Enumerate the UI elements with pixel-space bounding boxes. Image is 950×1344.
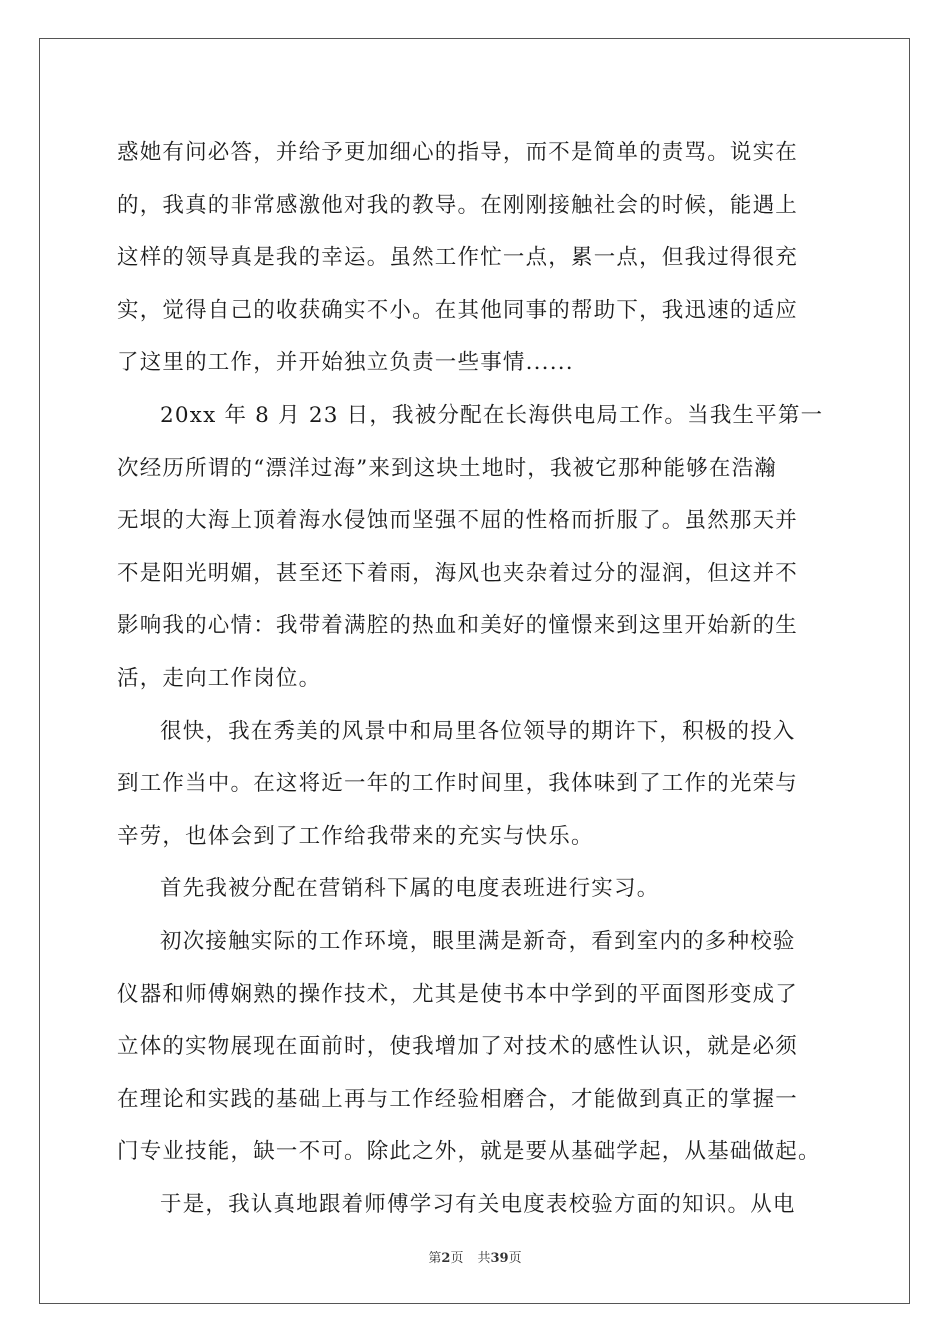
- page-prefix: 第: [428, 1251, 442, 1266]
- text-line: 门专业技能，缺一不可。除此之外，就是要从基础学起，从基础做起。: [117, 1139, 821, 1165]
- text-line: 辛劳，也体会到了工作给我带来的充实与快乐。: [117, 823, 594, 849]
- paragraph-first-line: 初次接触实际的工作环境，眼里满是新奇，看到室内的多种校验: [160, 928, 796, 954]
- text-line: 实，觉得自己的收获确实不小。在其他同事的帮助下，我迅速的适应: [117, 297, 799, 323]
- text-line: 影响我的心情：我带着满腔的热血和美好的憧憬来到这里开始新的生: [117, 613, 799, 639]
- text-line: 了这里的工作，并开始独立负责一些事情......: [117, 350, 574, 376]
- text-line: 仪器和师傅娴熟的操作技术，尤其是使书本中学到的平面图形变成了: [117, 981, 799, 1007]
- page-number: 2: [441, 1251, 451, 1266]
- total-prefix: 共: [477, 1251, 491, 1266]
- paragraph-first-line: 20xx 年 8 月 23 日，我被分配在长海供电局工作。当我生平第一: [160, 402, 824, 428]
- text-line: 立体的实物展现在面前时，使我增加了对技术的感性认识，就是必须: [117, 1034, 799, 1060]
- paragraph-first-line: 于是，我认真地跟着师傅学习有关电度表校验方面的知识。从电: [160, 1191, 796, 1217]
- text-line: 这样的领导真是我的幸运。虽然工作忙一点，累一点，但我过得很充: [117, 245, 799, 271]
- text-line: 无垠的大海上顶着海水侵蚀而坚强不屈的性格而折服了。虽然那天并: [117, 508, 799, 534]
- document-body: [117, 127, 837, 1231]
- paragraph-first-line: 首先我被分配在营销科下属的电度表班进行实习。: [160, 876, 660, 902]
- text-line: 惑她有问必答，并给予更加细心的指导，而不是简单的责骂。说实在: [117, 140, 799, 165]
- text-line: 的，我真的非常感激他对我的教导。在刚刚接触社会的时候，能遇上: [117, 192, 799, 218]
- text-line: 不是阳光明媚，甚至还下着雨，海风也夹杂着过分的湿润，但这并不: [117, 560, 799, 586]
- text-line: 在理论和实践的基础上再与工作经验相磨合，才能做到真正的掌握一: [117, 1086, 799, 1112]
- total-pages: 39: [490, 1251, 509, 1266]
- paragraph-first-line: 很快，我在秀美的风景中和局里各位领导的期许下，积极的投入: [160, 718, 796, 744]
- total-suffix: 页: [508, 1251, 522, 1266]
- text-line: 到工作当中。在这将近一年的工作时间里，我体味到了工作的光荣与: [117, 771, 799, 797]
- text-line: 活，走向工作岗位。: [117, 665, 322, 691]
- page-suffix: 页: [450, 1251, 464, 1266]
- text-line: 次经历所谓的“漂洋过海”来到这块土地时，我被它那种能够在浩瀚: [117, 455, 777, 481]
- page-footer: [0, 1247, 950, 1266]
